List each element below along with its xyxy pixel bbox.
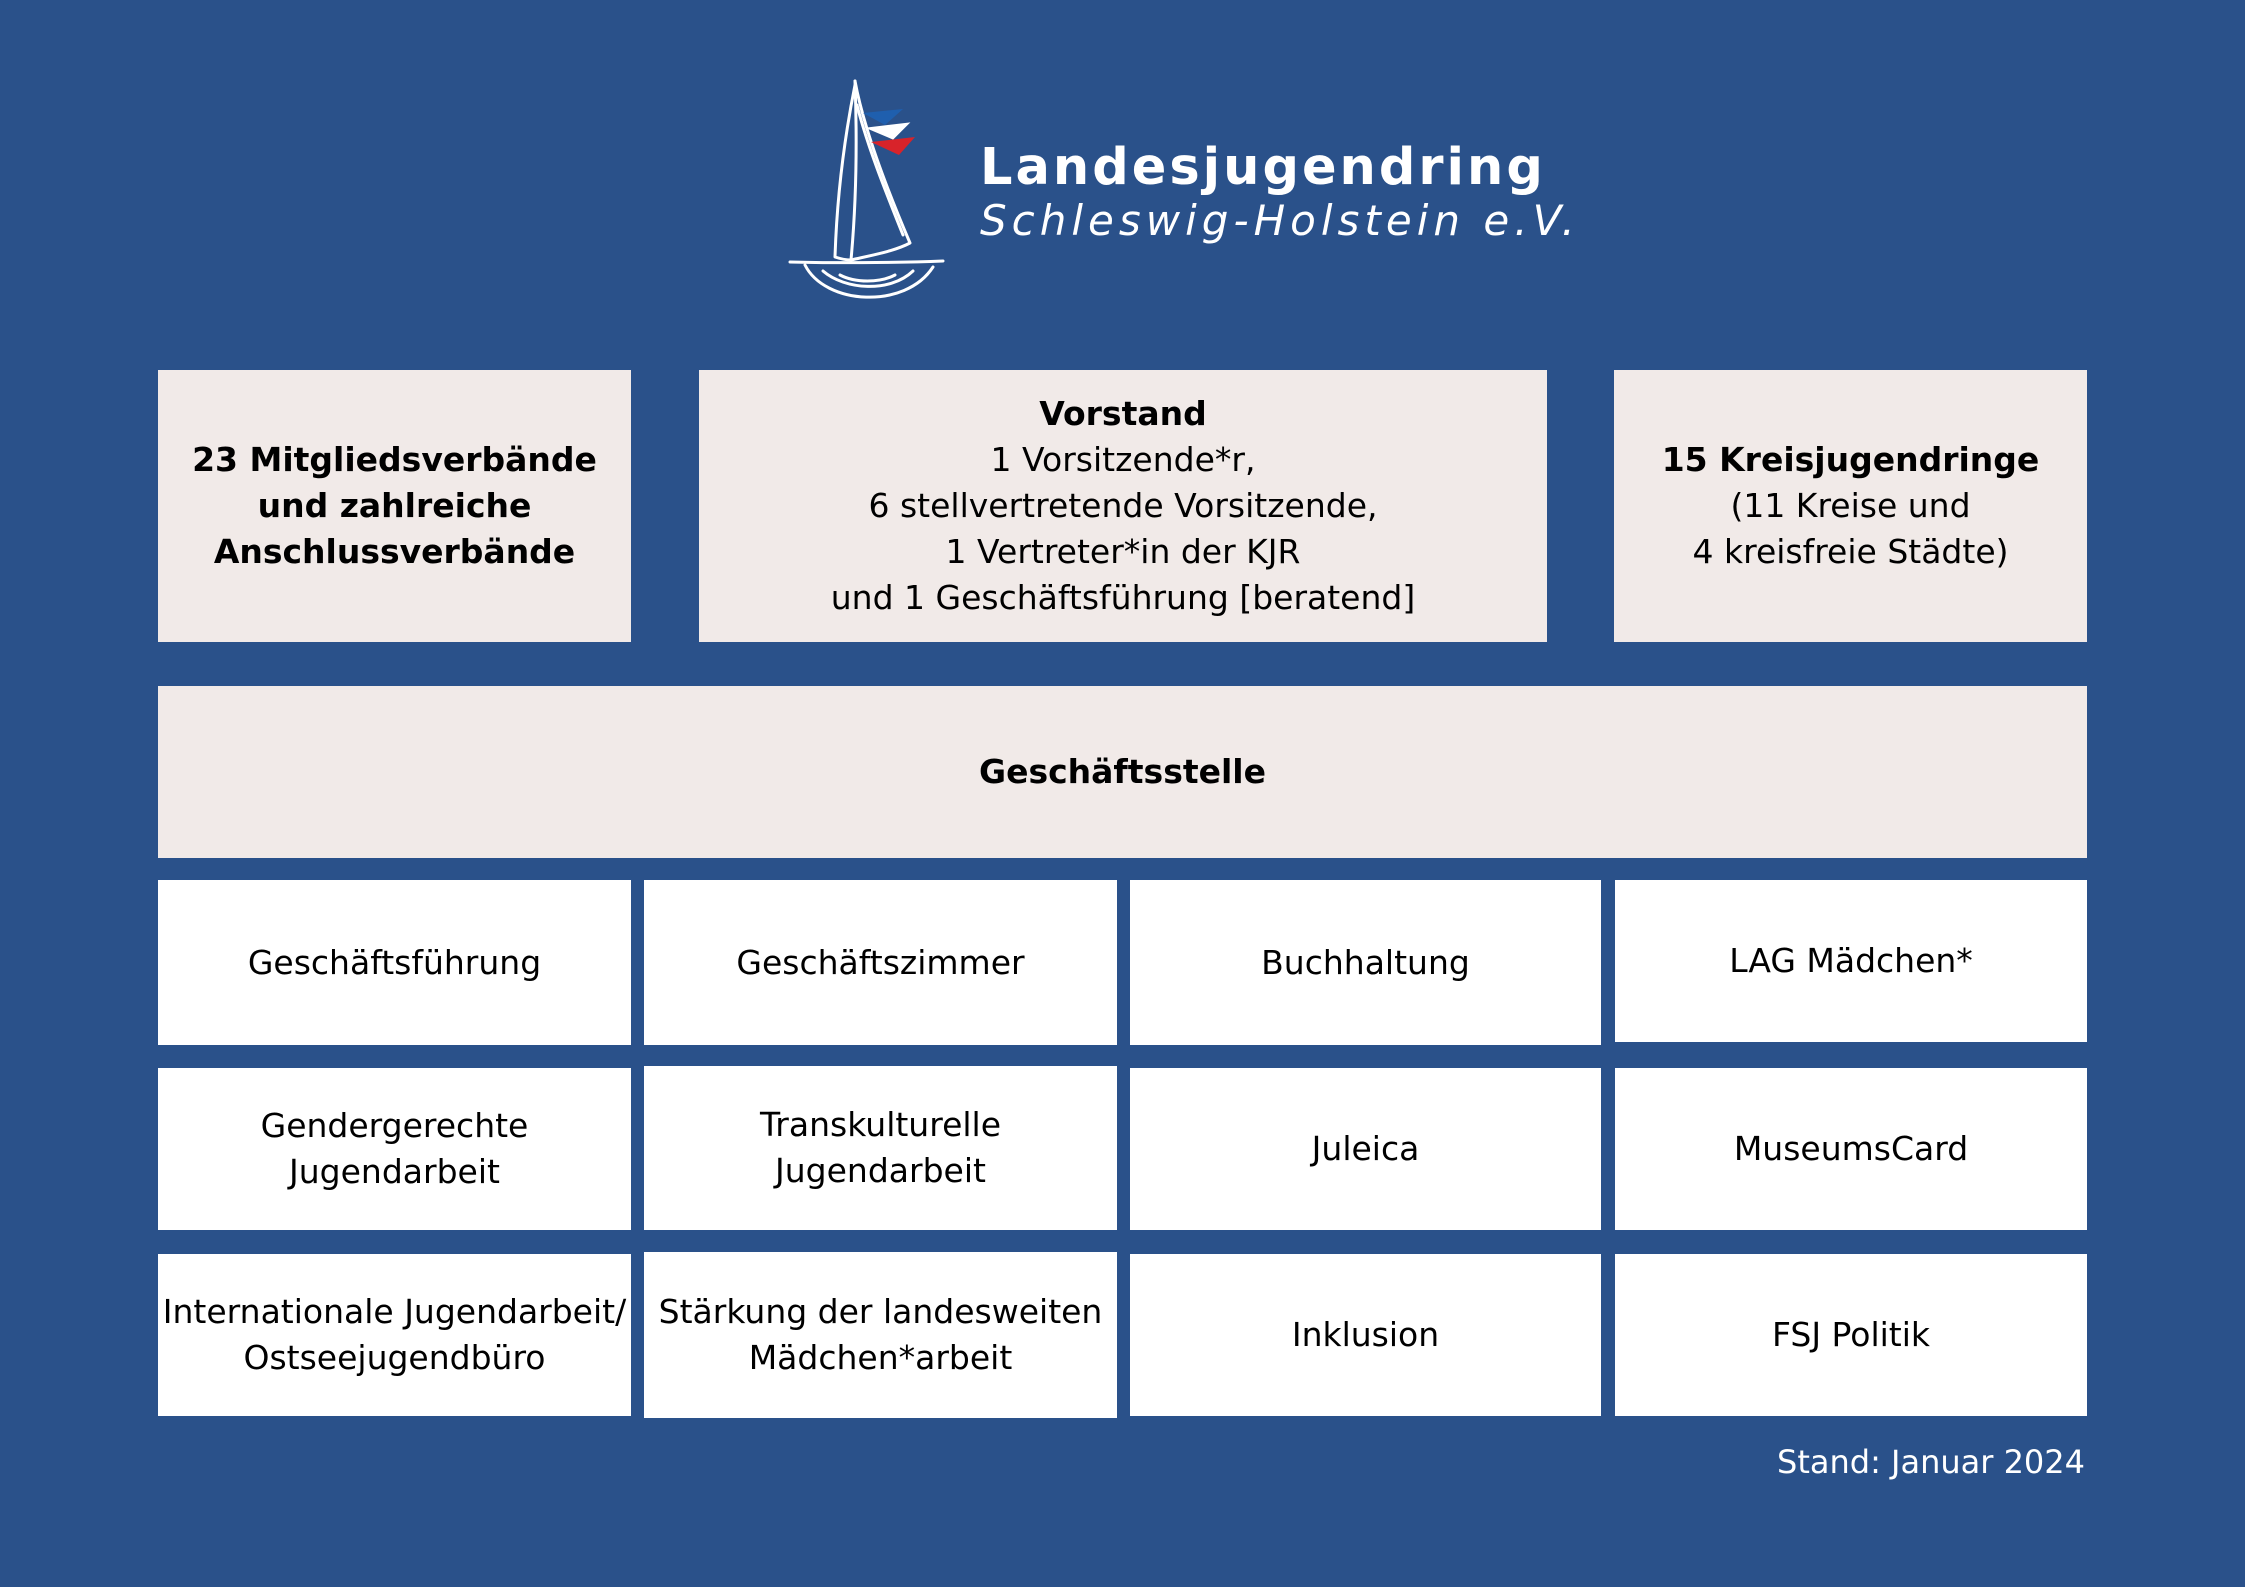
unit-label: Buchhaltung [1261, 942, 1470, 982]
board-line: 1 Vertreter*in der KJR [945, 532, 1301, 571]
districts-line: 4 kreisfreie Städte) [1692, 532, 2009, 571]
members-line: Anschlussverbände [213, 532, 576, 571]
unit-box [158, 1254, 631, 1416]
org-subtitle: Schleswig-Holstein e.V. [980, 196, 1580, 245]
members-line: und zahlreiche [257, 486, 532, 525]
office-title: Geschäftsstelle [978, 752, 1266, 791]
unit-box [644, 1252, 1117, 1418]
unit-box [1130, 1068, 1601, 1230]
unit-label: Jugendarbeit [289, 1152, 500, 1191]
office-box [158, 686, 2087, 858]
districts-title: 15 Kreisjugendringe [1661, 440, 2040, 479]
unit-label: Stärkung der landesweiten [658, 1292, 1103, 1331]
board-line: und 1 Geschäftsführung [beratend] [830, 578, 1416, 617]
unit-label: Internationale Jugendarbeit/ [162, 1292, 627, 1331]
unit-label: Gendergerechte [260, 1106, 529, 1145]
members-line: 23 Mitgliedsverbände [192, 440, 597, 479]
unit-label: MuseumsCard [1733, 1129, 1969, 1168]
unit-box [644, 1066, 1117, 1230]
unit-box [158, 880, 631, 1045]
board-title: Vorstand [1039, 394, 1207, 433]
unit-label: Geschäftszimmer [736, 942, 1025, 982]
board-line: 1 Vorsitzende*r, [990, 440, 1256, 479]
unit-label: Ostseejugendbüro [243, 1338, 546, 1377]
board-box [699, 370, 1547, 642]
districts-line: (11 Kreise und [1730, 486, 1971, 525]
unit-label: Juleica [1311, 1129, 1420, 1168]
unit-box [644, 880, 1117, 1045]
unit-label: LAG Mädchen* [1729, 941, 1973, 980]
unit-box [1615, 1254, 2087, 1416]
board-line: 6 stellvertretende Vorsitzende, [868, 486, 1378, 525]
org-name: Landesjugendring [980, 138, 1546, 197]
districts-box [1614, 370, 2087, 642]
unit-box [158, 1068, 631, 1230]
unit-label: Geschäftsführung [247, 942, 542, 982]
unit-label: Mädchen*arbeit [748, 1338, 1013, 1377]
unit-box [1615, 1068, 2087, 1230]
unit-box [1130, 880, 1601, 1045]
members-box [158, 370, 631, 642]
sailboat-icon [785, 75, 960, 315]
unit-label: Inklusion [1291, 1315, 1440, 1354]
unit-label: Transkulturelle [759, 1105, 1002, 1144]
unit-box [1615, 880, 2087, 1042]
stand-date: Stand: Januar 2024 [1777, 1443, 2085, 1481]
unit-label: Jugendarbeit [775, 1151, 986, 1190]
unit-label: FSJ Politik [1771, 1315, 1931, 1354]
unit-box [1130, 1254, 1601, 1416]
